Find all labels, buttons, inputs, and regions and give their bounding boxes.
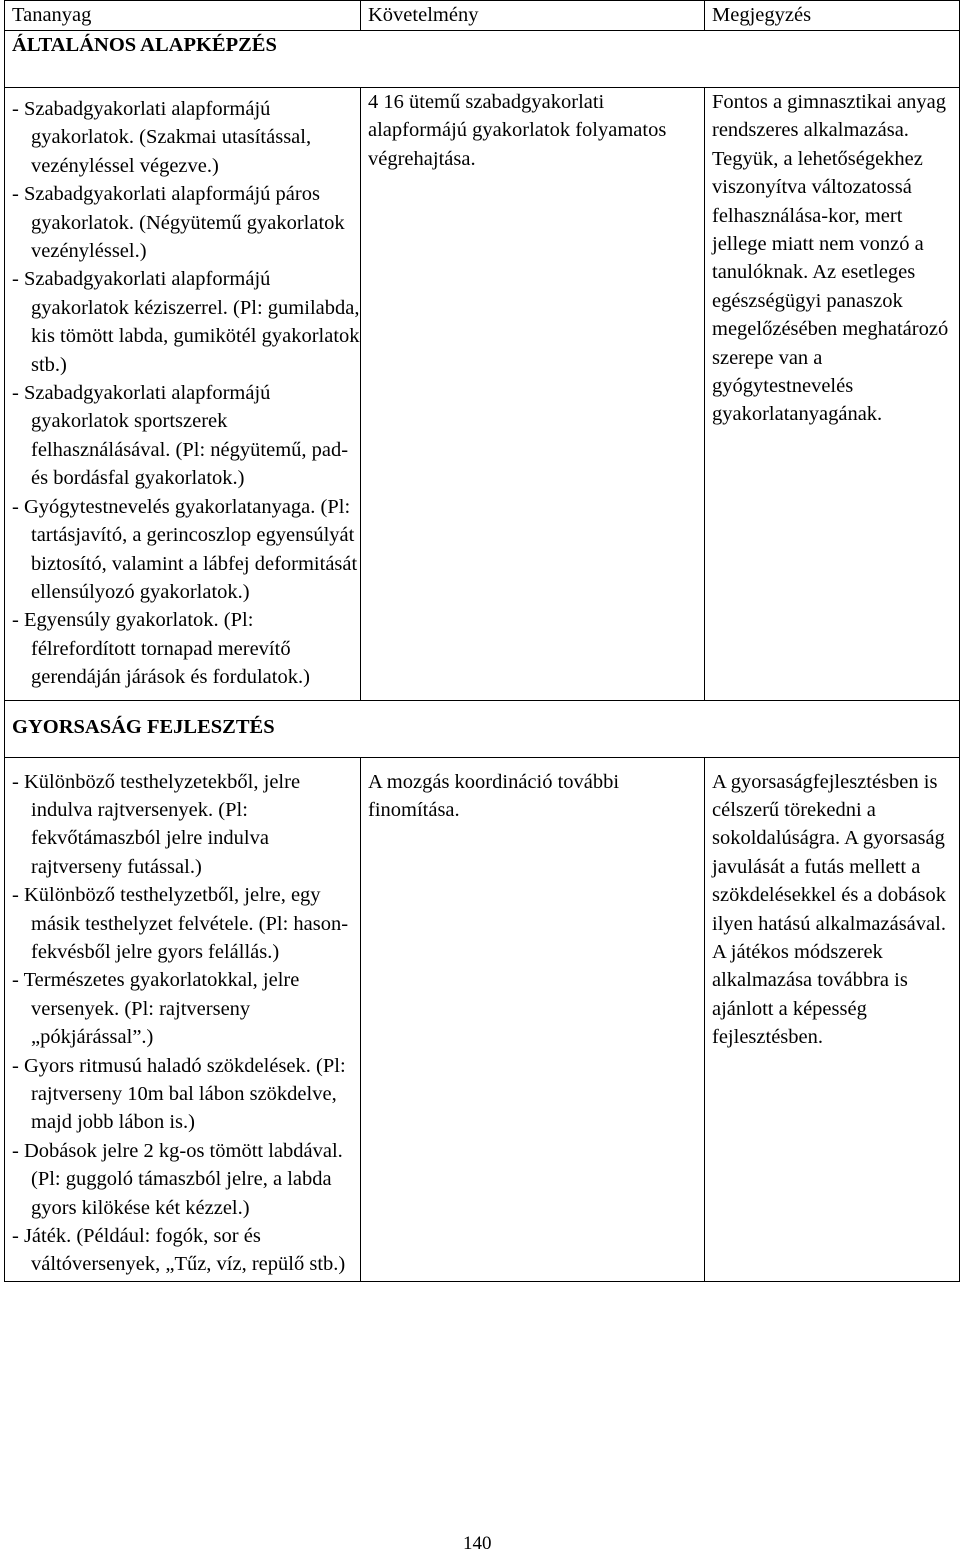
list-item: - Egyensúly gyakorlatok. (Pl: félrefordított tornapad merevítő gerendáján járások és fordulatok.) [12, 609, 310, 689]
requirement-cell: A mozgás koordináció további finomítása. [361, 757, 705, 1281]
curriculum-table [4, 0, 960, 1282]
note-cell: Fontos a gimnasztikai anyag rendszeres alkalmazása. Tegyük, a lehetőségekhez viszonyítva változatossá felhasználása-kor, mert jellege miatt nem vonzó a tanulóknak. Az esetleges egészségügyi panaszok megelőzésében meghatározó szerepe van a gyógytestnevelés gyakorlatanyagának. [705, 88, 960, 701]
table-header-row [5, 1, 960, 31]
list-item: - Különböző testhelyzetekből, jelre indulva rajtversenyek. (Pl: fekvőtámaszból jelre indulva rajtverseny futással.) [12, 770, 301, 878]
list-item: - Szabadgyakorlati alapformájú gyakorlatok. (Szakmai utasítással, vezényléssel végezve.) [12, 98, 312, 177]
list-item: - Szabadgyakorlati alapformájú páros gyakorlatok. (Négyütemű gyakorlatok vezényléssel.) [12, 183, 345, 263]
section-title-row [5, 700, 960, 757]
list-item: - Gyors ritmusú haladó szökdelések. (Pl: rajtverseny 10m bal lábon szökdelve, majd jobb lábon is.) [12, 1054, 346, 1134]
list-item: - Szabadgyakorlati alapformájú gyakorlatok sportszerek felhasználásával. (Pl: négyütemű, pad- és bordásfal gyakorlatok.) [12, 382, 349, 490]
header-subject: Tananyag [5, 1, 361, 31]
subject-cell [5, 757, 361, 1281]
section-title: ÁLTALÁNOS ALAPKÉPZÉS [5, 31, 960, 88]
list-item: - Szabadgyakorlati alapformájú gyakorlatok kéziszerrel. (Pl: gumilabda, kis tömött labda, gumikötél gyakorlatok stb.) [12, 268, 360, 376]
note-cell: A gyorsaságfejlesztésben is célszerű törekedni a sokoldalúságra. A gyorsaság javulását a futás mellett a szökdelésekkel és a dobások ilyen hatású alkalmazásával. A játékos módszerek alkalmazása továbbra is ajánlott a képesség fejlesztésben. [705, 757, 960, 1281]
list-item: - Gyógytestnevelés gyakorlatanyaga. (Pl: tartásjavító, a gerincoszlop egyensúlyát biztosító, valamint a lábfej deformitását ellensúlyozó gyakorlatok.) [12, 495, 358, 603]
section-content-row [5, 88, 960, 701]
header-requirement: Követelmény [361, 1, 705, 31]
list-item: - Különböző testhelyzetből, jelre, egy másik testhelyzet felvétele. (Pl: hason-fekvésből jelre gyors felállás.) [12, 884, 349, 963]
page-number: 140 [463, 1533, 492, 1554]
section-content-row [5, 757, 960, 1281]
section-title-row [5, 31, 960, 88]
section-title: GYORSASÁG FEJLESZTÉS [5, 700, 960, 757]
list-item: - Természetes gyakorlatokkal, jelre versenyek. (Pl: rajtverseny „pókjárással”.) [12, 969, 300, 1049]
subject-cell [5, 88, 361, 701]
header-note: Megjegyzés [705, 1, 960, 31]
requirement-cell: 4 16 ütemű szabadgyakorlati alapformájú gyakorlatok folyamatos végrehajtása. [361, 88, 705, 701]
list-item: - Dobások jelre 2 kg-os tömött labdával. (Pl: guggoló támaszból jelre, a labda gyors kilökése két kézzel.) [12, 1139, 343, 1219]
list-item: - Játék. (Például: fogók, sor és váltóversenyek, „Tűz, víz, repülő stb.) [12, 1225, 346, 1276]
